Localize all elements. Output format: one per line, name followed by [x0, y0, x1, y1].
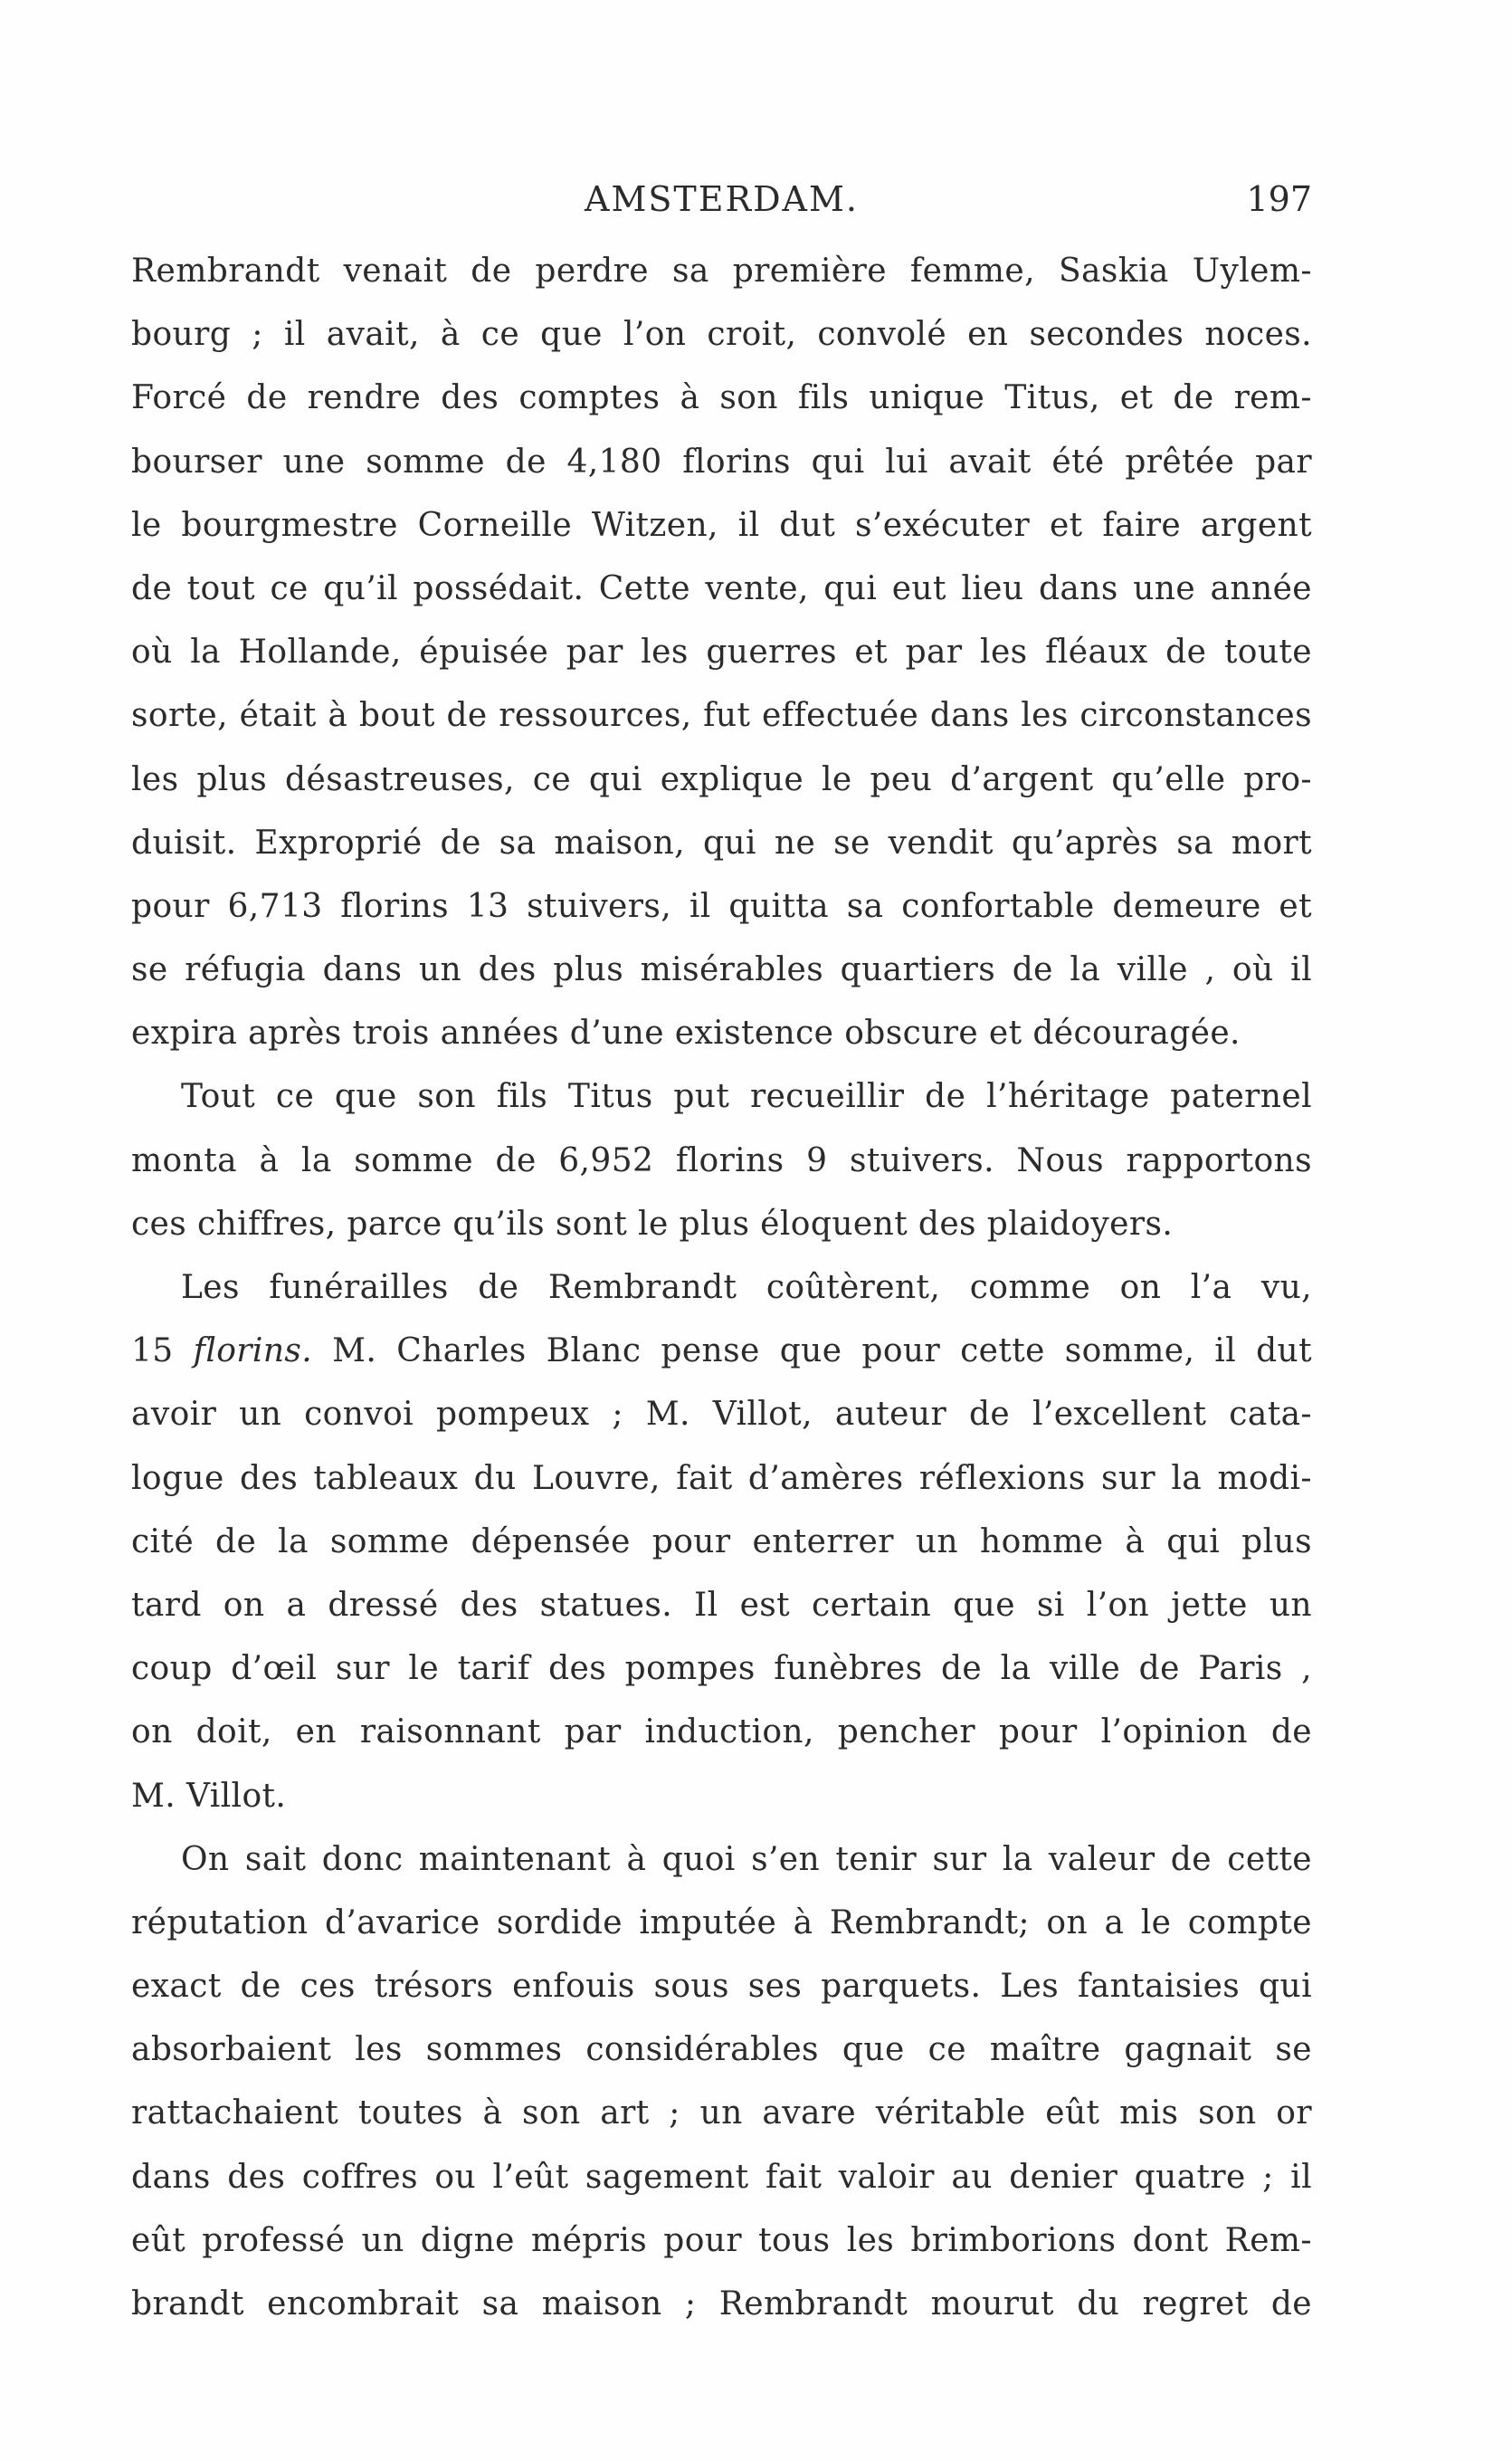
text-line: dans des coffres ou l’eût sagement fait valoir au denier quatre ; il: [131, 2158, 1312, 2196]
text-line: de tout ce qu’il possédait. Cette vente, qui eut lieu dans une année: [131, 569, 1312, 607]
text-line: on doit, en raisonnant par induction, pencher pour l’opinion de: [131, 1713, 1312, 1751]
text-line: M. Villot.: [131, 1777, 287, 1815]
text-fragment: M. Charles Blanc pense que pour cette somme, il dut: [312, 1332, 1313, 1370]
text-line: Les funérailles de Rembrandt coûtèrent, comme on l’a vu,: [181, 1269, 1312, 1306]
text-line: expira après trois années d’une existence obscure et découragée.: [131, 1015, 1241, 1053]
text-line: le bourgmestre Corneille Witzen, il dut s’exécuter et faire argent: [131, 506, 1312, 544]
text-line: ces chiffres, parce qu’ils sont le plus éloquent des plaidoyers.: [131, 1205, 1174, 1243]
text-line: Tout ce que son fils Titus put recueillir de l’héritage paternel: [181, 1078, 1312, 1116]
text-line: sorte, était à bout de ressources, fut effectuée dans les circonstances: [131, 697, 1312, 735]
text-line: se réfugia dans un des plus misérables quartiers de la ville , où il: [131, 951, 1312, 989]
page-header: [131, 172, 1312, 226]
text-line: eût professé un digne mépris pour tous les brimborions dont Rem-: [131, 2221, 1312, 2259]
text-line: coup d’œil sur le tarif des pompes funèbres de la ville de Paris ,: [131, 1650, 1312, 1688]
text-line: Forcé de rendre des comptes à son fils unique Titus, et de rem-: [131, 379, 1312, 417]
text-fragment: 15: [131, 1332, 194, 1370]
text-line: pour 6,713 florins 13 stuivers, il quitta sa confortable demeure et: [131, 887, 1312, 925]
text-line: cité de la somme dépensée pour enterrer un homme à qui plus: [131, 1522, 1312, 1560]
text-line: absorbaient les sommes considérables que ce maître gagnait se: [131, 2031, 1312, 2069]
text-line: exact de ces trésors enfouis sous ses parquets. Les fantaisies qui: [131, 1968, 1312, 2006]
text-line: monta à la somme de 6,952 florins 9 stuivers. Nous rapportons: [131, 1141, 1312, 1179]
text-line: On sait donc maintenant à quoi s’en tenir sur la valeur de cette: [181, 1840, 1312, 1878]
text-line: où la Hollande, épuisée par les guerres et par les fléaux de toute: [131, 634, 1312, 672]
running-title: AMSTERDAM.: [585, 179, 859, 219]
text-line-mixed: [131, 1320, 1312, 1383]
text-line: brandt encombrait sa maison ; Rembrandt mourut du regret de: [131, 2285, 1312, 2323]
text-fragment-italic: florins.: [193, 1332, 313, 1370]
text-line: duisit. Exproprié de sa maison, qui ne se vendit qu’après sa mort: [131, 824, 1312, 862]
text-line: les plus désastreuses, ce qui explique le peu d’argent qu’elle pro-: [131, 760, 1312, 798]
text-line: rattachaient toutes à son art ; un avare véritable eût mis son or: [131, 2094, 1312, 2132]
text-line: bourser une somme de 4,180 florins qui lui avait été prêtée par: [131, 443, 1312, 481]
page-number: 197: [1246, 179, 1312, 219]
text-line: avoir un convoi pompeux ; M. Villot, auteur de l’excellent cata-: [131, 1396, 1312, 1434]
text-line: bourg ; il avait, à ce que l’on croit, convolé en secondes noces.: [131, 316, 1312, 354]
body-text: [131, 240, 1312, 2336]
text-line: réputation d’avarice sordide imputée à Rembrandt; on a le compte: [131, 1903, 1312, 1941]
text-line: tard on a dressé des statues. Il est certain que si l’on jette un: [131, 1586, 1312, 1624]
text-line: logue des tableaux du Louvre, fait d’amères réflexions sur la modi-: [131, 1459, 1312, 1497]
text-line: Rembrandt venait de perdre sa première femme, Saskia Uylem-: [131, 253, 1312, 290]
